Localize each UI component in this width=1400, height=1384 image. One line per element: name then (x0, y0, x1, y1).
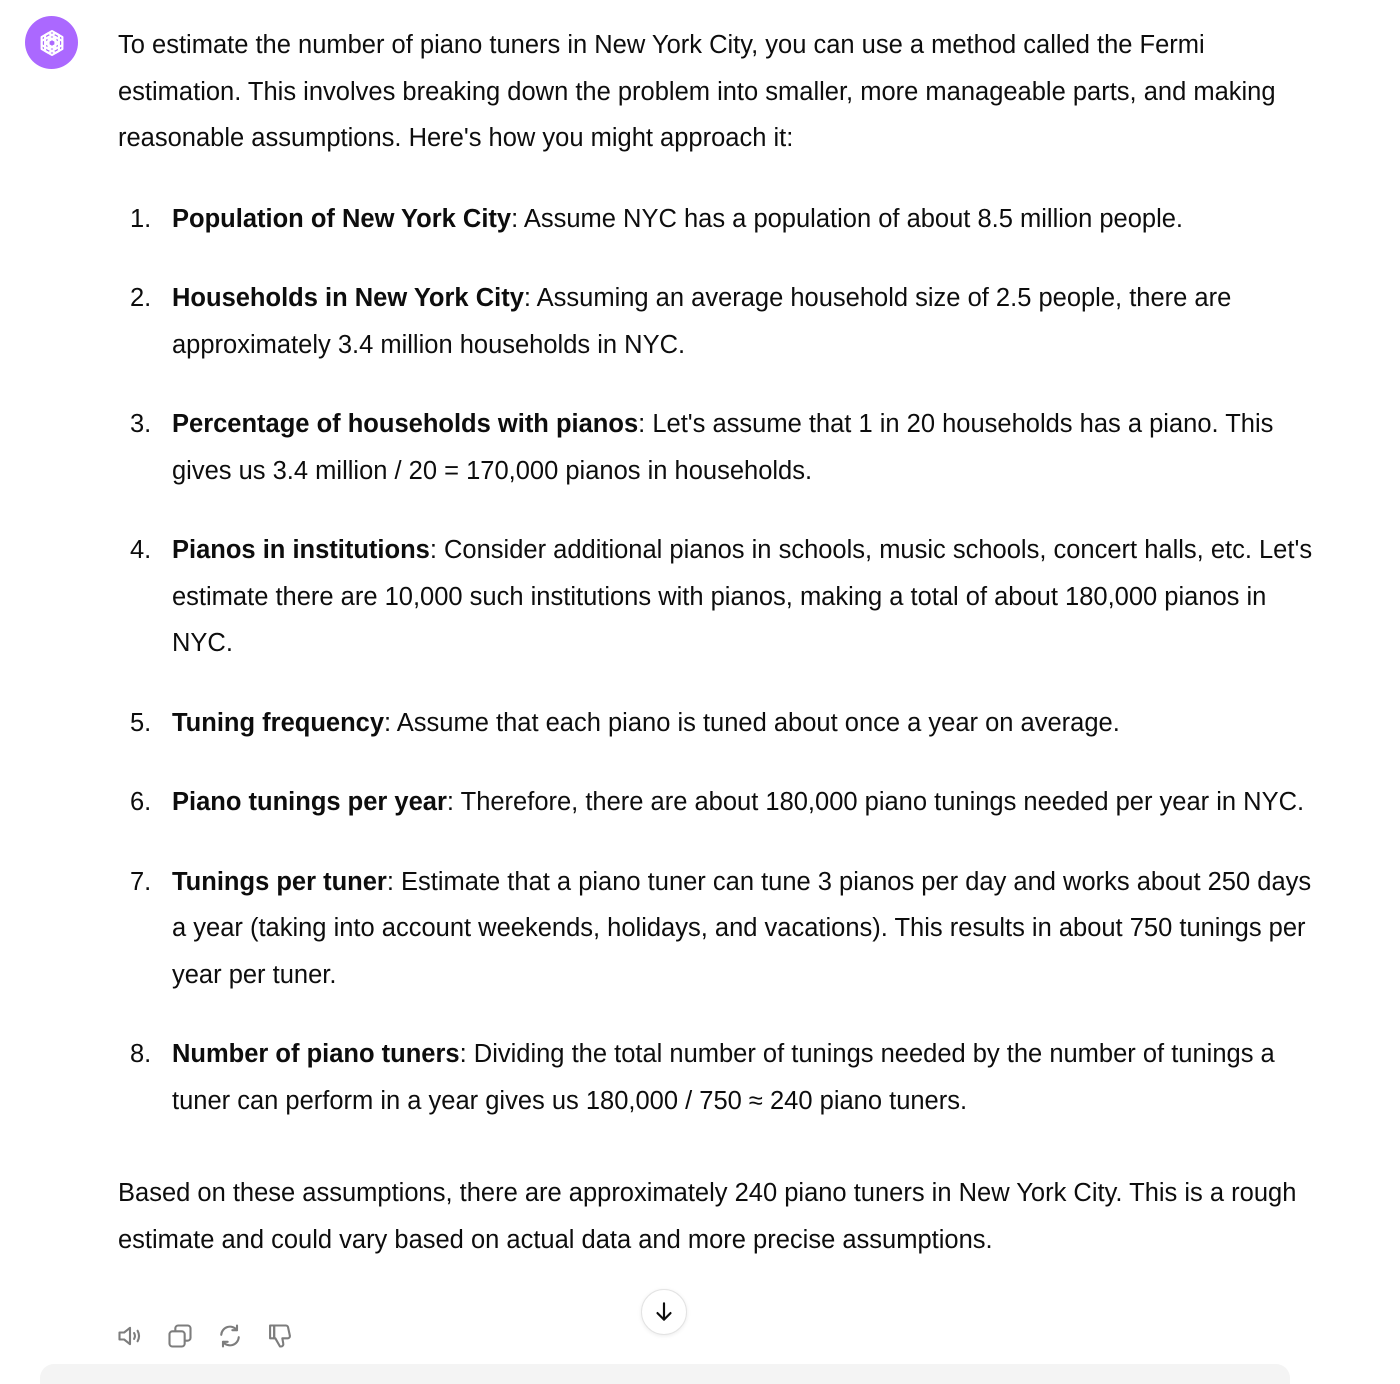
message-conclusion: Based on these assumptions, there are approximately 240 piano tuners in New York City. This is a rough estimate and could vary based on actual data and more precise assumptions. (118, 1179, 1297, 1254)
list-item (118, 275, 1318, 368)
list-number: 4. (130, 536, 152, 564)
list-item-text: : Dividing the total number of tunings needed by the number of tunings a tuner can perform in a year gives us 180,000 / 750 ≈ 240 piano tuners. (172, 1040, 1275, 1115)
list-item (118, 196, 1318, 243)
assistant-avatar (25, 16, 78, 69)
list-item (118, 779, 1318, 826)
list-number: 6. (130, 788, 152, 816)
list-item (118, 401, 1318, 494)
thumbs-down-button[interactable] (262, 1318, 298, 1354)
list-number: 3. (130, 410, 152, 438)
copy-button[interactable] (162, 1318, 198, 1354)
openai-logo-icon (34, 25, 70, 61)
list-item-title: Piano tunings per year (172, 788, 447, 816)
assistant-message (118, 22, 1318, 1263)
message-intro: To estimate the number of piano tuners in New York City, you can use a method called the Fermi estimation. This involves breaking down the problem into smaller, more manageable parts, and making reasonable assumptions. Here's how you might approach it: (118, 31, 1276, 152)
list-number: 1. (130, 204, 152, 233)
list-item-text: : Consider additional pianos in schools, music schools, concert halls, etc. Let's estimate there are 10,000 such institutions with pianos, making a total of about 180,000 pianos in NYC. (172, 536, 1313, 657)
regenerate-button[interactable] (212, 1318, 248, 1354)
list-item-text: : Estimate that a piano tuner can tune 3 pianos per day and works about 250 days a year (taking into account weekends, holidays, and vacations). This results in about 750 tunings per year per tuner. (172, 867, 1312, 989)
list-item-text: : Assuming an average household size of 2.5 people, there are approximately 3.4 million households in NYC. (172, 284, 1232, 359)
list-item-title: Households in New York City (172, 284, 524, 312)
arrow-down-icon (651, 1299, 677, 1325)
list-number: 5. (130, 708, 152, 737)
list-item-text: : Let's assume that 1 in 20 households has a piano. This gives us 3.4 million / 20 = 170,000 pianos in households. (172, 410, 1274, 485)
message-actions (112, 1318, 298, 1354)
thumbs-down-icon (266, 1322, 294, 1350)
list-item (118, 700, 1318, 747)
list-number: 2. (130, 284, 152, 312)
list-item-title: Number of piano tuners (172, 1040, 460, 1068)
list-item (118, 527, 1318, 667)
list-number: 8. (130, 1040, 152, 1068)
list-item (118, 859, 1318, 999)
list-item-text: : Assume NYC has a population of about 8.5 million people. (511, 204, 1184, 233)
list-item-title: Percentage of households with pianos (172, 410, 639, 438)
list-item-text: : Assume that each piano is tuned about once a year on average. (384, 708, 1120, 737)
list-item-text: : Therefore, there are about 180,000 piano tunings needed per year in NYC. (446, 788, 1305, 816)
list-item-title: Pianos in institutions (172, 536, 430, 564)
speaker-icon (116, 1322, 144, 1350)
list-item (118, 1031, 1318, 1124)
list-item-title: Tuning frequency (172, 708, 385, 737)
composer-edge (40, 1364, 1290, 1384)
copy-icon (166, 1322, 194, 1350)
steps-list (118, 196, 1318, 1125)
list-number: 7. (130, 867, 152, 896)
scroll-to-bottom-button[interactable] (641, 1289, 687, 1335)
list-item-title: Tunings per tuner (172, 867, 387, 896)
list-item-title: Population of New York City (172, 204, 512, 233)
read-aloud-button[interactable] (112, 1318, 148, 1354)
refresh-icon (216, 1322, 244, 1350)
